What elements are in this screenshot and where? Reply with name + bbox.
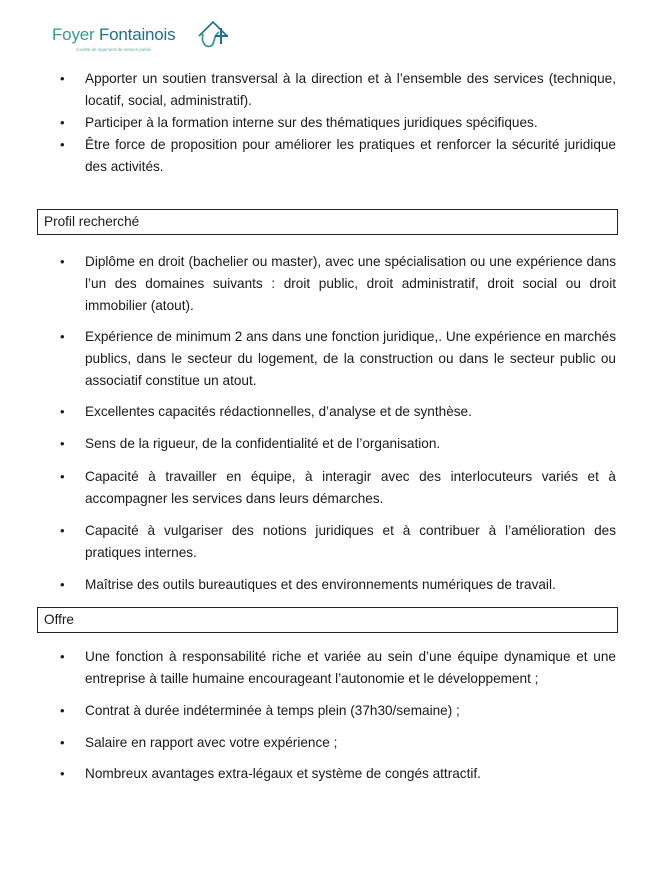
list-item: • Contrat à durée indéterminée à temps plein (37h30/semaine) ; xyxy=(60,700,616,722)
logo-house-icon xyxy=(195,18,235,52)
company-logo xyxy=(52,18,242,58)
list-item: • Capacité à vulgariser des notions juridiques et à contribuer à l’amélioration des pratiques internes. xyxy=(60,520,616,564)
list-item: • Capacité à travailler en équipe, à interagir avec des interlocuteurs variés et à accompagner les services dans leurs démarches. xyxy=(60,466,616,510)
list-item: • Salaire en rapport avec votre expérience ; xyxy=(60,732,616,754)
list-item: • Apporter un soutien transversal à la direction et à l’ensemble des services (technique, locatif, social, administratif). xyxy=(60,68,616,112)
responsibilities-list xyxy=(60,68,616,178)
logo-tagline: société de logement de service public xyxy=(76,47,152,52)
list-item: • Diplôme en droit (bachelier ou master), avec une spécialisation ou une expérience dans l’un des domaines suivants : droit public, droit administratif, droit social ou droit immobilier (atout). xyxy=(60,251,616,317)
list-item: • Une fonction à responsabilité riche et variée au sein d’une équipe dynamique et une entreprise à taille humaine encourageant l’autonomie et le développement ; xyxy=(60,646,616,690)
logo-text: Foyer Fontainois xyxy=(52,25,176,44)
list-item: • Participer à la formation interne sur des thématiques juridiques spécifiques. xyxy=(60,112,616,134)
list-item: • Maîtrise des outils bureautiques et des environnements numériques de travail. xyxy=(60,574,616,596)
list-item: • Être force de proposition pour améliorer les pratiques et renforcer la sécurité juridique des activités. xyxy=(60,134,616,178)
section-header-offre: Offre xyxy=(37,607,618,633)
list-item: • Sens de la rigueur, de la confidentialité et de l’organisation. xyxy=(60,433,616,455)
list-item: • Excellentes capacités rédactionnelles, d’analyse et de synthèse. xyxy=(60,401,616,423)
section-header-profil: Profil recherché xyxy=(37,209,618,235)
list-item: • Expérience de minimum 2 ans dans une fonction juridique,. Une expérience en marchés publics, dans le secteur du logement, de la construction ou dans le secteur public ou associatif constitue un atout. xyxy=(60,326,616,392)
list-item: • Nombreux avantages extra-légaux et système de congés attractif. xyxy=(60,763,616,785)
